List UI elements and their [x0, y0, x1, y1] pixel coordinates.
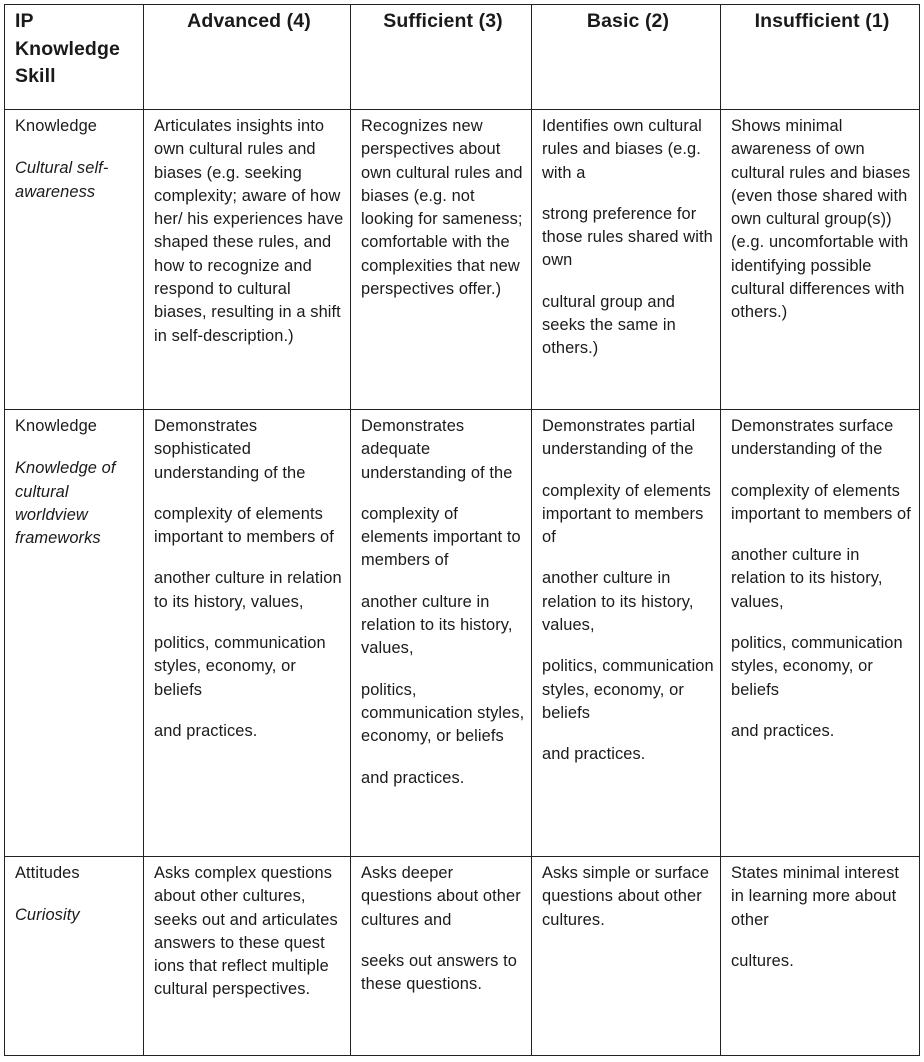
- header-sufficient: Sufficient (3): [351, 5, 532, 110]
- cell-paragraph: States minimal interest in learning more about other: [731, 864, 900, 929]
- cell-paragraph: politics, communication styles, economy, or beliefs: [154, 634, 326, 699]
- header-insufficient: Insufficient (1): [721, 5, 920, 110]
- cell-paragraph: and practices.: [154, 721, 258, 740]
- table-row: [5, 857, 920, 1056]
- rubric-table: [4, 4, 920, 1056]
- sufficient-cell: [351, 110, 532, 410]
- cell-paragraph: complexity of elements important to members of: [154, 504, 334, 547]
- cell-paragraph: complexity of elements important to members of: [542, 481, 711, 547]
- advanced-cell: [144, 857, 351, 1056]
- cell-paragraph: seeks out answers to these questions.: [361, 951, 517, 994]
- cell-paragraph: another culture in relation to its history, values,: [731, 546, 883, 611]
- advanced-cell: [144, 410, 351, 857]
- cell-paragraph: another culture in relation to its history, values,: [361, 592, 513, 658]
- skill-category: Attitudes: [15, 864, 80, 882]
- insufficient-cell: [721, 857, 920, 1056]
- advanced-cell: [144, 110, 351, 410]
- header-basic: Basic (2): [532, 5, 721, 110]
- header-advanced: Advanced (4): [144, 5, 351, 110]
- cell-paragraph: Demonstrates partial understanding of the: [542, 417, 696, 459]
- cell-paragraph: another culture in relation to its history, values,: [154, 569, 342, 611]
- skill-cell: [5, 110, 144, 410]
- cell-paragraph: Identifies own cultural rules and biases (e.g. with a: [542, 117, 702, 182]
- skill-cell: [5, 410, 144, 857]
- cell-paragraph: cultures.: [731, 951, 794, 970]
- cell-paragraph: and practices.: [361, 768, 465, 787]
- insufficient-cell: [721, 410, 920, 857]
- cell-paragraph: complexity of elements important to members of: [361, 504, 521, 570]
- header-skill: IP Knowledge Skill: [5, 5, 144, 110]
- basic-cell: [532, 857, 721, 1056]
- cell-paragraph: Demonstrates surface understanding of the: [731, 417, 894, 459]
- basic-cell: [532, 110, 721, 410]
- cell-paragraph: Asks simple or surface questions about other cultures.: [542, 864, 710, 929]
- skill-subskill: Cultural self-awareness: [15, 159, 109, 201]
- cell-paragraph: Articulates insights into own cultural rules and biases (e.g. seeking complexity; aware of how her/ his experiences have shaped these rules, and how to recognize and respond to cultural biases, resulting in a shift in self-description.): [154, 117, 344, 345]
- skill-cell: [5, 857, 144, 1056]
- cell-paragraph: another culture in relation to its history, values,: [542, 569, 694, 635]
- cell-paragraph: Shows minimal awareness of own cultural rules and biases (even those shared with own cultural group(s)) (e.g. uncomfortable with identifying possible cultural differences with others.): [731, 117, 911, 322]
- cell-paragraph: politics, communication styles, economy, or beliefs: [542, 657, 714, 722]
- skill-category: Knowledge: [15, 117, 98, 135]
- cell-paragraph: strong preference for those rules shared with own: [542, 204, 713, 270]
- skill-subskill: Curiosity: [15, 906, 80, 925]
- cell-paragraph: politics, communication styles, economy, or beliefs: [731, 634, 903, 699]
- cell-paragraph: Demonstrates adequate understanding of the: [361, 417, 513, 482]
- sufficient-cell: [351, 410, 532, 857]
- sufficient-cell: [351, 857, 532, 1056]
- skill-category: Knowledge: [15, 417, 98, 435]
- cell-paragraph: Demonstrates sophisticated understanding of the: [154, 417, 306, 482]
- basic-cell: [532, 410, 721, 857]
- table-row: [5, 410, 920, 857]
- skill-subskill: Knowledge of cultural worldview frameworks: [15, 459, 116, 548]
- header-row: [5, 5, 920, 110]
- cell-paragraph: cultural group and seeks the same in others.): [542, 292, 676, 358]
- insufficient-cell: [721, 110, 920, 410]
- cell-paragraph: politics, communication styles, economy, or beliefs: [361, 680, 525, 746]
- table-row: [5, 110, 920, 410]
- cell-paragraph: complexity of elements important to members of: [731, 481, 911, 523]
- cell-paragraph: and practices.: [731, 721, 835, 740]
- cell-paragraph: and practices.: [542, 745, 646, 764]
- cell-paragraph: Asks complex questions about other cultures, seeks out and articulates answers to these quest ions that reflect multiple cultural perspectives.: [154, 864, 338, 999]
- cell-paragraph: Asks deeper questions about other cultures and: [361, 864, 521, 929]
- cell-paragraph: Recognizes new perspectives about own cultural rules and biases (e.g. not looking for sameness; comfortable with the complexities that new perspectives offer.): [361, 117, 523, 299]
